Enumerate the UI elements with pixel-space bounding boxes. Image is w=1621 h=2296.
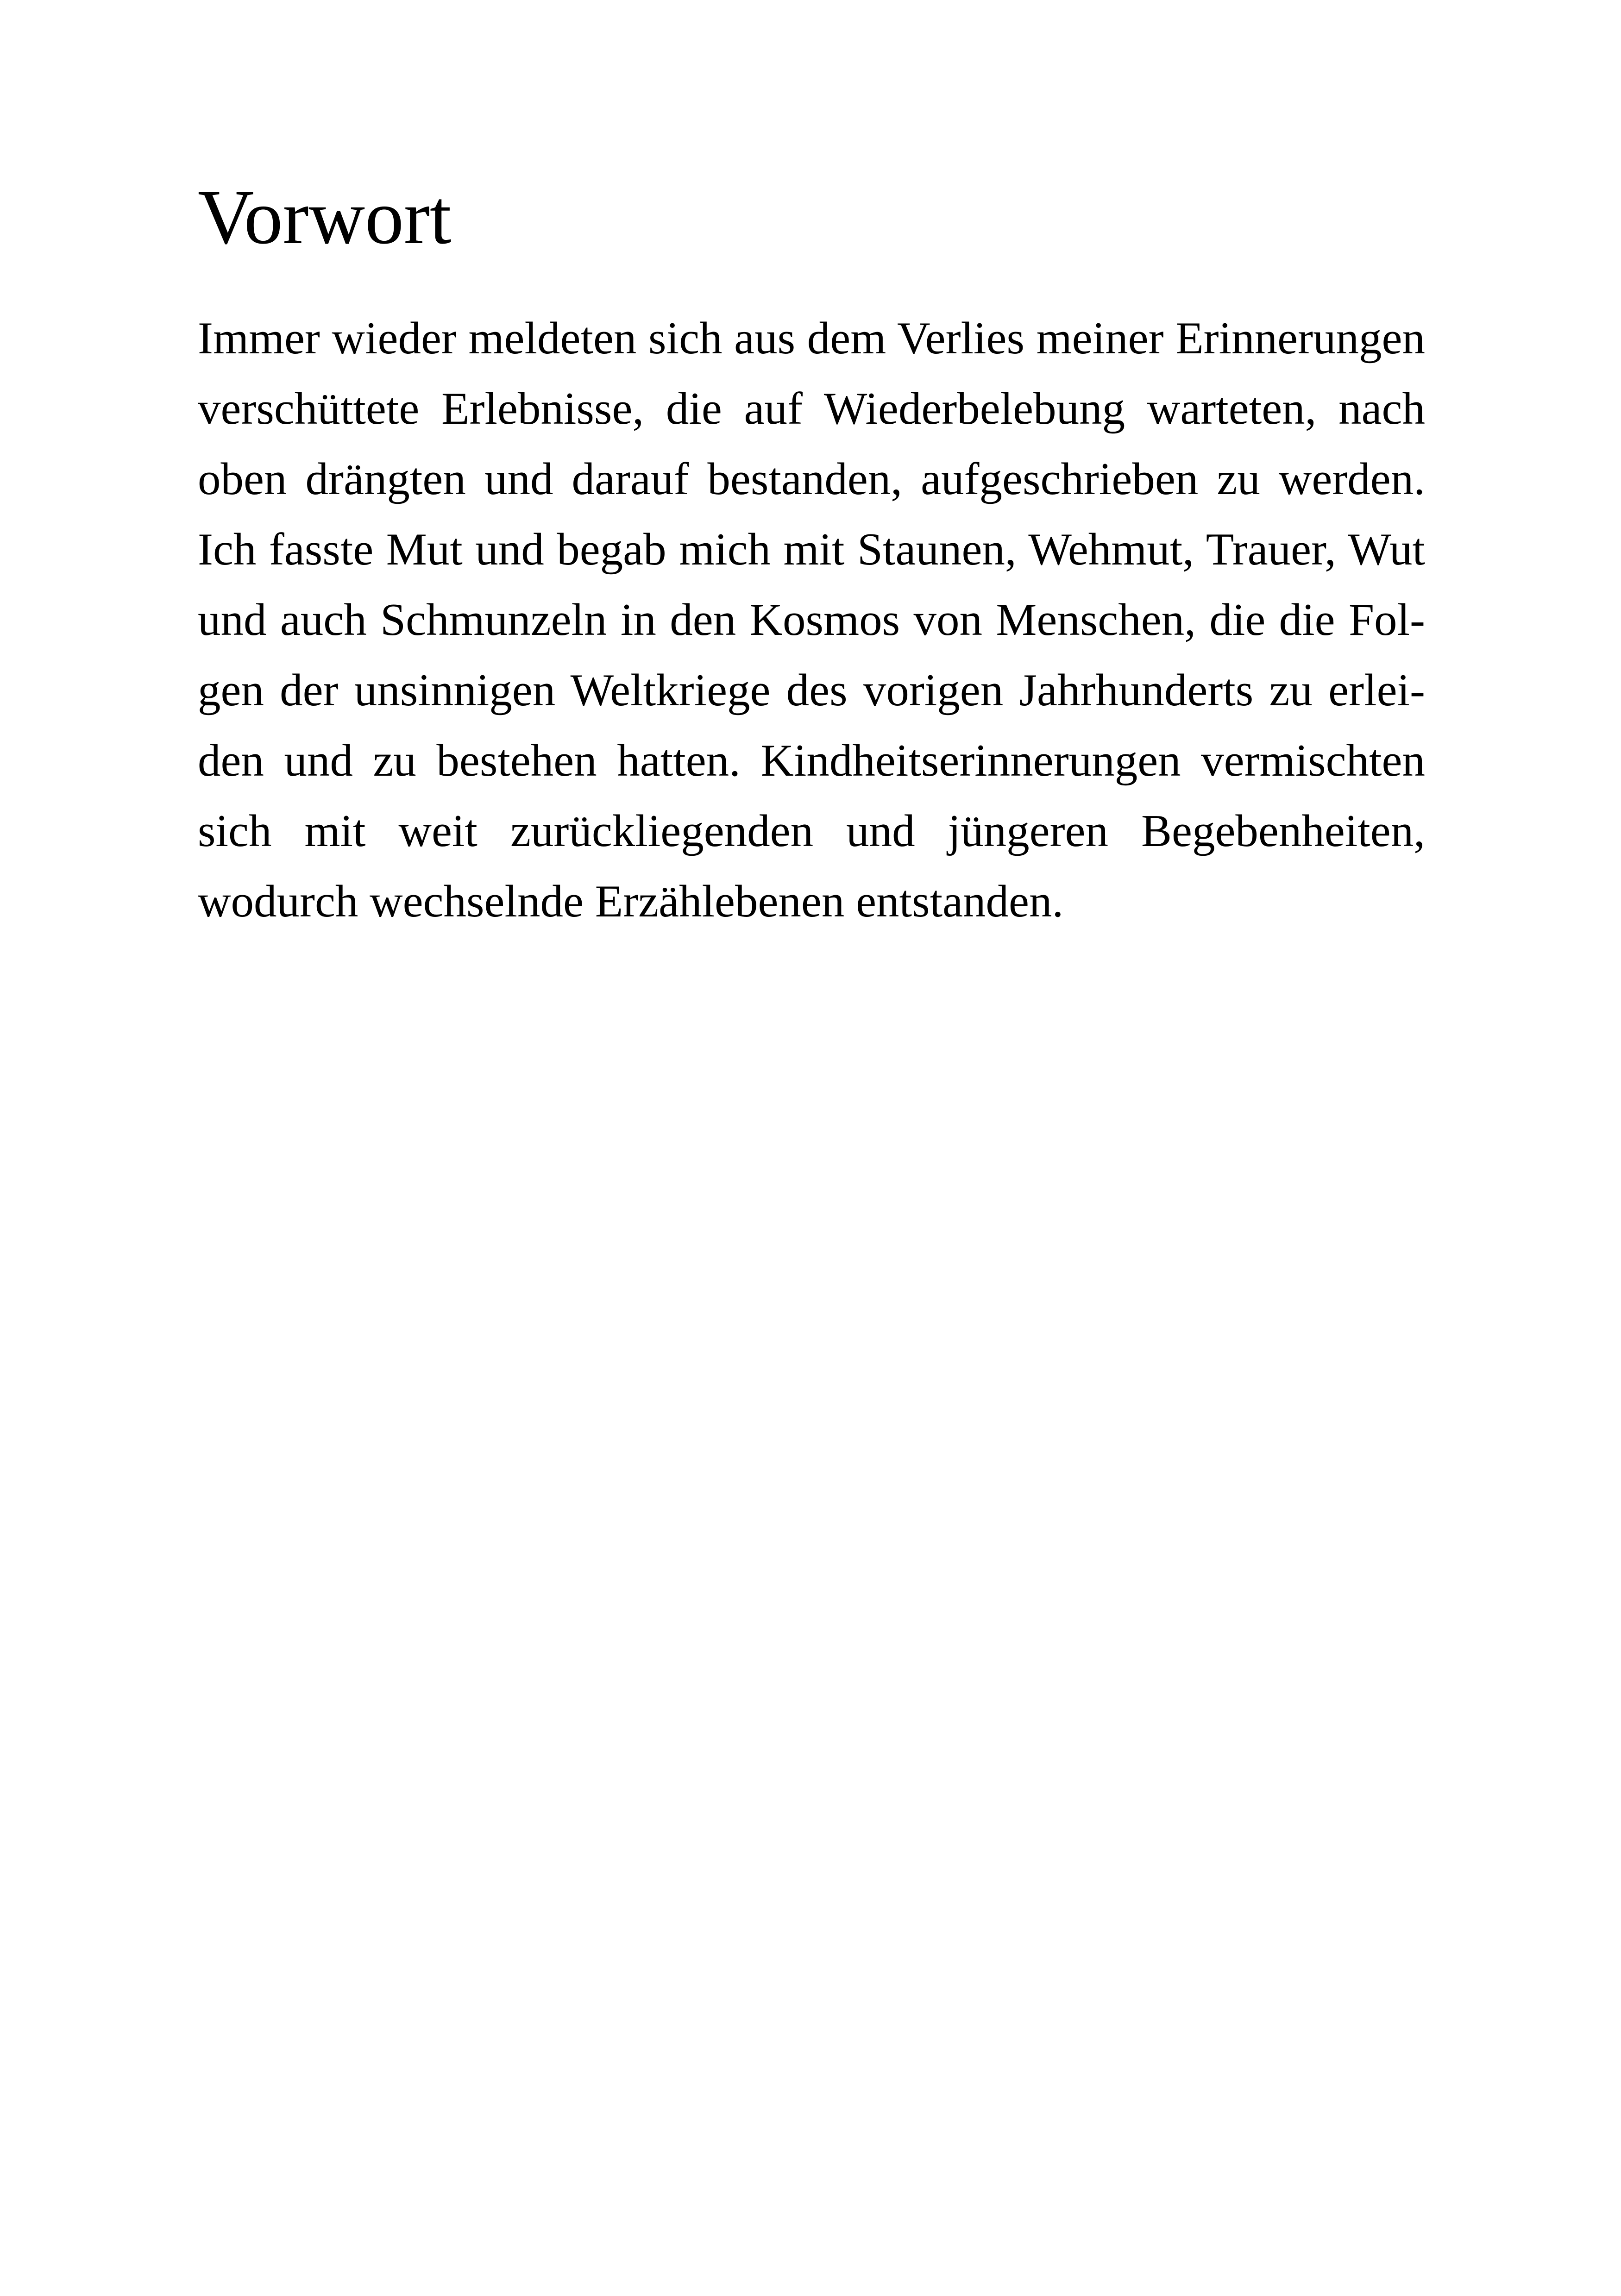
paragraph-line: den und zu bestehen hatten. Kindheitserinnerungen vermischten: [198, 735, 1425, 786]
foreword-paragraph: [198, 303, 1425, 937]
paragraph-line: sich mit weit zurückliegenden und jüngeren Begebenheiten,: [198, 806, 1425, 856]
paragraph-line: und auch Schmunzeln in den Kosmos von Menschen, die die Fol-: [198, 595, 1425, 645]
page-title: Vorwort: [198, 174, 452, 260]
paragraph-line: Ich fasste Mut und begab mich mit Staunen, Wehmut, Trauer, Wut: [198, 524, 1425, 575]
paragraph-line: gen der unsinnigen Weltkriege des vorigen Jahrhunderts zu erlei-: [198, 665, 1425, 715]
paragraph-line: verschüttete Erlebnisse, die auf Wiederbelebung warteten, nach: [198, 383, 1425, 434]
paragraph-line: oben drängten und darauf bestanden, aufgeschrieben zu werden.: [198, 454, 1425, 504]
paragraph-line: wodurch wechselnde Erzählebenen entstanden.: [198, 876, 1064, 927]
paragraph-line: Immer wieder meldeten sich aus dem Verlies meiner Erinnerungen: [198, 313, 1425, 364]
